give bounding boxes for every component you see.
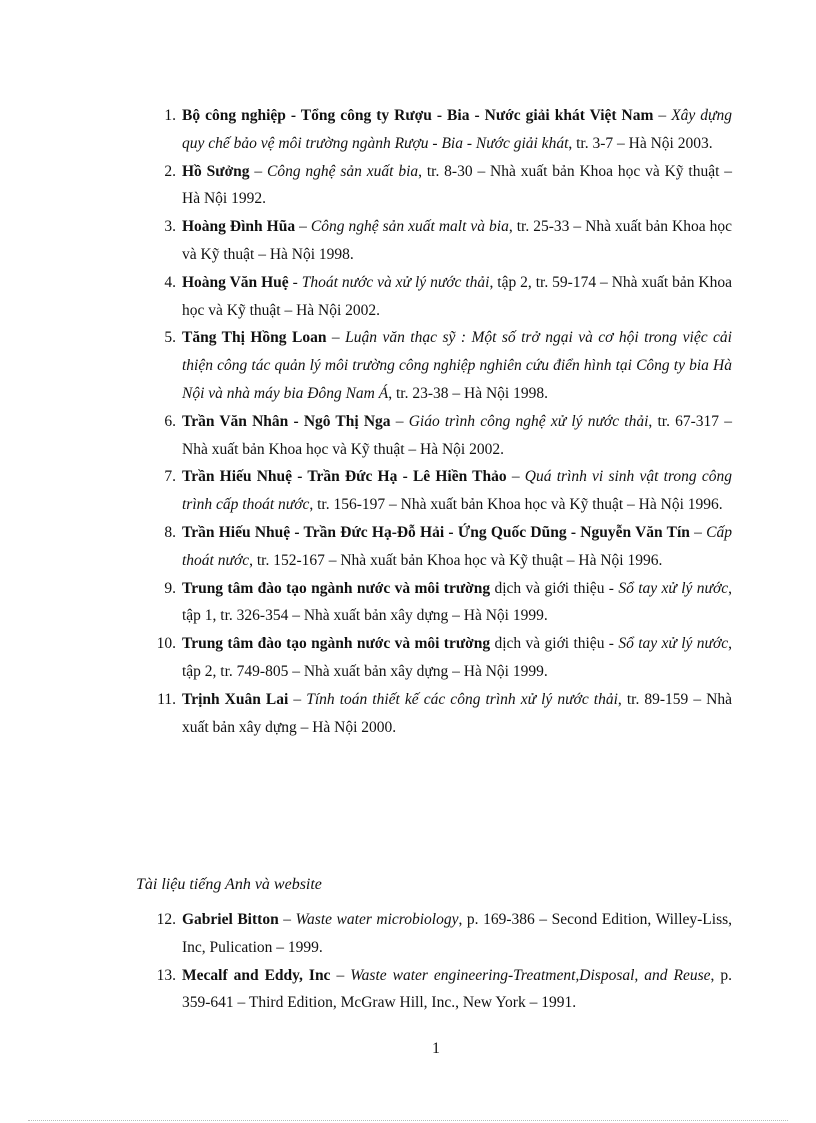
reference-text [182, 906, 732, 962]
reference-number: 8. [164, 523, 176, 541]
reference-number: 13. [156, 966, 176, 984]
reference-number: 4. [164, 273, 176, 291]
reference-details: , tr. 25-33 – Nhà xuất bản Khoa học và Kỹ thuật – Hà Nội 1998. [182, 218, 732, 263]
reference-author: Trung tâm đào tạo ngành nước và môi trường [182, 579, 491, 597]
reference-separator: – [295, 218, 311, 236]
reference-title: Luận văn thạc sỹ : Một số trở ngại và cơ hội trong việc cải thiện công tác quản lý môi trường công nghiệp nghiên cứu điển hình tại Công ty bia Hà Nội và nhà máy bia Đông Nam Á [182, 329, 732, 402]
reference-title: Cấp thoát nước [182, 523, 733, 569]
reference-title: Waste water microbiology [295, 911, 459, 928]
reference-author: Trung tâm đào tạo ngành nước và môi trường [182, 635, 491, 653]
reference-title: Thoát nước và xử lý nước thải [301, 273, 490, 291]
reference-item [140, 463, 732, 519]
reference-item [140, 906, 732, 962]
reference-text [182, 630, 732, 686]
reference-text [182, 102, 732, 158]
reference-details: , tập 1, tr. 326-354 – Nhà xuất bản xây dựng – Hà Nội 1999. [182, 579, 732, 625]
reference-item [140, 575, 732, 631]
reference-author: Hồ Sưởng [182, 162, 250, 180]
english-reference-list [140, 906, 732, 1017]
reference-title: Waste water engineering-Treatment,Disposal, and Reuse [350, 966, 711, 984]
reference-title: Công nghệ sản xuất bia [266, 162, 419, 180]
reference-details: , tr. 156-197 – Nhà xuất bản Khoa học và Kỹ thuật – Hà Nội 1996. [309, 496, 723, 514]
reference-details: , tập 2, tr. 59-174 – Nhà xuất bản Khoa học và Kỹ thuật – Hà Nội 2002. [182, 273, 732, 319]
reference-text [182, 519, 732, 575]
reference-author: Trịnh Xuân Lai [182, 690, 289, 708]
reference-text [182, 158, 732, 214]
reference-separator: – [326, 329, 346, 347]
reference-details: , p. 359-641 – Third Edition, McGraw Hill, Inc., New York – 1991. [182, 966, 733, 1012]
reference-details: , tr. 89-159 – Nhà xuất bản xây dựng – Hà Nội 2000. [182, 690, 732, 736]
reference-separator: - [288, 273, 302, 291]
reference-author: Mecalf and Eddy, Inc [182, 966, 331, 984]
reference-separator: – [506, 468, 525, 486]
reference-details: , tr. 67-317 – Nhà xuất bản Khoa học và Kỹ thuật – Hà Nội 2002. [182, 412, 732, 458]
reference-details: , tr. 8-30 – Nhà xuất bản Khoa học và Kỹ thuật – Hà Nội 1992. [182, 162, 732, 208]
reference-text [182, 269, 732, 325]
reference-item [140, 408, 732, 464]
reference-text [182, 962, 732, 1018]
reference-separator: dịch và giới thiệu - [490, 579, 619, 597]
reference-number: 6. [164, 412, 176, 430]
reference-title: Sổ tay xử lý nước [618, 579, 729, 597]
reference-number: 3. [164, 218, 176, 236]
reference-item [140, 158, 732, 214]
reference-text [182, 463, 732, 519]
reference-number: 9. [164, 579, 176, 597]
reference-author: Bộ công nghiệp - Tổng công ty Rượu - Bia - Nước giải khát Việt Nam [182, 107, 654, 124]
reference-separator: – [288, 690, 307, 708]
reference-separator: – [689, 523, 707, 541]
reference-item [140, 686, 732, 742]
reference-title: Sổ tay xử lý nước [618, 635, 729, 653]
reference-text [182, 575, 732, 631]
reference-author: Hoàng Văn Huệ [182, 273, 289, 291]
reference-title: Tính toán thiết kế các công trình xử lý nước thải [306, 690, 618, 708]
reference-item [140, 269, 732, 325]
reference-separator: – [330, 966, 351, 984]
reference-separator: – [653, 107, 672, 124]
reference-author: Trần Văn Nhân - Ngô Thị Nga [182, 412, 391, 430]
reference-author: Tăng Thị Hồng Loan [182, 329, 327, 347]
page-number: 1 [432, 1040, 440, 1057]
reference-text [182, 686, 732, 742]
reference-title: Quá trình vi sinh vật trong công trình cấp thoát nước [182, 468, 732, 514]
reference-details: , tập 2, tr. 749-805 – Nhà xuất bản xây dựng – Hà Nội 1999. [182, 635, 732, 680]
reference-item [140, 324, 732, 407]
reference-number: 11. [157, 690, 176, 708]
reference-title: Giáo trình công nghệ xử lý nước thải [408, 412, 649, 430]
reference-separator: – [390, 412, 409, 430]
section-heading-english: Tài liệu tiếng Anh và website [136, 876, 322, 893]
reference-text [182, 408, 732, 464]
reference-item [140, 630, 732, 686]
reference-author: Trần Hiếu Nhuệ - Trần Đức Hạ - Lê Hiền Thảo [182, 468, 507, 486]
vietnamese-reference-list [140, 102, 732, 741]
reference-item [140, 519, 732, 575]
reference-separator: – [249, 162, 267, 180]
reference-details: , tr. 23-38 – Hà Nội 1998. [388, 384, 548, 402]
reference-details: , tr. 152-167 – Nhà xuất bản Khoa học và Kỹ thuật – Hà Nội 1996. [249, 551, 663, 569]
reference-item [140, 213, 732, 269]
reference-author: Trần Hiếu Nhuệ - Trần Đức Hạ-Đỗ Hải - Ứng Quốc Dũng - Nguyễn Văn Tín [182, 523, 690, 541]
reference-details: , tr. 3-7 – Hà Nội 2003. [568, 134, 713, 152]
reference-item [140, 962, 732, 1018]
reference-text [182, 213, 732, 269]
reference-number: 10. [156, 635, 176, 653]
page-bottom-divider [28, 1120, 788, 1121]
reference-title: Công nghệ sản xuất malt và bia [310, 218, 509, 236]
reference-text [182, 324, 732, 407]
reference-details: , p. 169-386 – Second Edition, Willey-Liss, Inc, Pulication – 1999. [182, 911, 733, 956]
reference-separator: dịch và giới thiệu - [490, 635, 619, 653]
reference-item [140, 102, 732, 158]
reference-number: 2. [164, 162, 176, 180]
reference-author: Hoàng Đình Hũa [182, 218, 296, 236]
reference-number: 5. [164, 329, 176, 347]
reference-number: 12. [156, 911, 176, 928]
reference-number: 1. [164, 107, 176, 124]
reference-separator: – [278, 911, 296, 928]
reference-author: Gabriel Bitton [182, 911, 279, 928]
reference-number: 7. [164, 468, 176, 486]
reference-title: Xây dựng quy chế bảo vệ môi trường ngành Rượu - Bia - Nước giải khát [182, 107, 732, 152]
